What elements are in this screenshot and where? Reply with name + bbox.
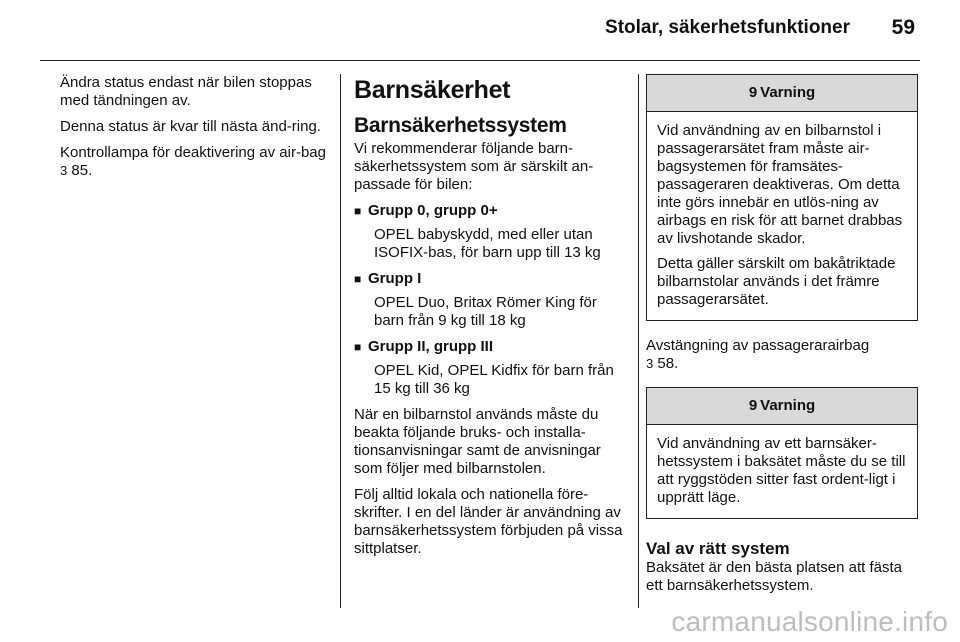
list-item — [354, 202, 626, 262]
section-heading: Barnsäkerhet — [354, 76, 511, 104]
list-item-heading: Grupp II, grupp III — [368, 338, 493, 355]
bullet-square-icon: ■ — [354, 204, 362, 218]
bullet-square-icon: ■ — [354, 340, 362, 354]
warning-title: Varning — [760, 397, 816, 414]
airbag-deactivation-text: Avstängning av passagerarairbag — [646, 337, 870, 354]
column-divider-right — [638, 74, 639, 608]
page-ref-arrow-icon: 3 — [60, 163, 68, 178]
warning-text: Detta gäller särskilt om bakåtriktade bilbarnstolar används i det främre passagerarsätet. — [657, 255, 896, 308]
warning-text: Vid användning av en bilbarnstol i passagerarsätet fram måste air-bagsystemen för framsätes-passageraren deaktiveras. Om detta inte görs innebär en utlös-ning av airbags en risk för att barnet drabbas av livshotande skador. — [657, 122, 903, 247]
warning-body — [647, 425, 917, 518]
page-number: 59 — [891, 16, 915, 39]
paragraph-airbag-deactivation — [646, 337, 920, 373]
page-ref-arrow-icon: 3 — [646, 356, 654, 371]
warning-box-rear-seat — [646, 387, 918, 519]
list-item-text: OPEL Duo, Britax Römer King för barn från 9 kg till 18 kg — [374, 294, 597, 329]
column-middle — [354, 74, 626, 566]
paragraph-installation: När en bilbarnstol används måste du beakta följande bruks- och installa-tionsanvisningar samt de anvisningar som följer med bilbarnstolen. — [354, 406, 601, 477]
paragraph-regulations: Följ alltid lokala och nationella före-skrifter. I en del länder är användning av barnsäkerhetssystem förbjuden på vissa sittplatser. — [354, 486, 623, 557]
list-item — [354, 338, 626, 398]
watermark: carmanualsonline.info — [671, 606, 948, 637]
warning-text: Vid användning av ett barnsäker-hetssystem i baksätet måste du se till att ryggstöden sitter fast ordent-ligt i upprätt läge. — [657, 435, 906, 506]
bullet-square-icon: ■ — [354, 272, 362, 286]
warning-body — [647, 112, 917, 320]
list-item-text: OPEL babyskydd, med eller utan ISOFIX-bas, för barn upp till 13 kg — [374, 226, 601, 261]
column-left — [60, 74, 336, 188]
warning-triangle-icon: 9 — [748, 397, 758, 414]
page-title: Stolar, säkerhetsfunktioner — [605, 17, 850, 38]
warning-title: Varning — [760, 84, 816, 101]
header-divider — [40, 60, 920, 61]
page-ref-link[interactable]: 58. — [657, 355, 679, 372]
paragraph-status-remains: Denna status är kvar till nästa änd-ring. — [60, 118, 321, 135]
list-item — [354, 270, 626, 330]
list-item-heading: Grupp 0, grupp 0+ — [368, 202, 498, 219]
list-item-text: OPEL Kid, OPEL Kidfix för barn från 15 kg till 36 kg — [374, 362, 614, 397]
page-ref-link[interactable]: 85. — [71, 162, 93, 179]
airbag-lamp-text: Kontrollampa för deaktivering av air-bag — [60, 144, 326, 161]
bullet-list — [354, 202, 626, 398]
column-divider-left — [340, 74, 341, 608]
list-item-heading: Grupp I — [368, 270, 422, 287]
warning-header — [647, 75, 917, 112]
paragraph-rear-seat: Baksätet är den bästa platsen att fästa ett barnsäkerhetssystem. — [646, 559, 902, 594]
warning-triangle-icon: 9 — [748, 84, 758, 101]
paragraph-status-change: Ändra status endast när bilen stoppas med tändningen av. — [60, 74, 312, 109]
paragraph-intro: Vi rekommenderar följande barn-säkerhetssystem som är särskilt an-passade för bilen: — [354, 140, 594, 193]
section-heading-system-choice: Val av rätt system — [646, 539, 790, 558]
column-right — [646, 74, 920, 603]
warning-header — [647, 388, 917, 425]
paragraph-airbag-lamp — [60, 144, 336, 180]
warning-box-airbag — [646, 74, 918, 321]
section-subheading: Barnsäkerhetssystem — [354, 114, 567, 137]
